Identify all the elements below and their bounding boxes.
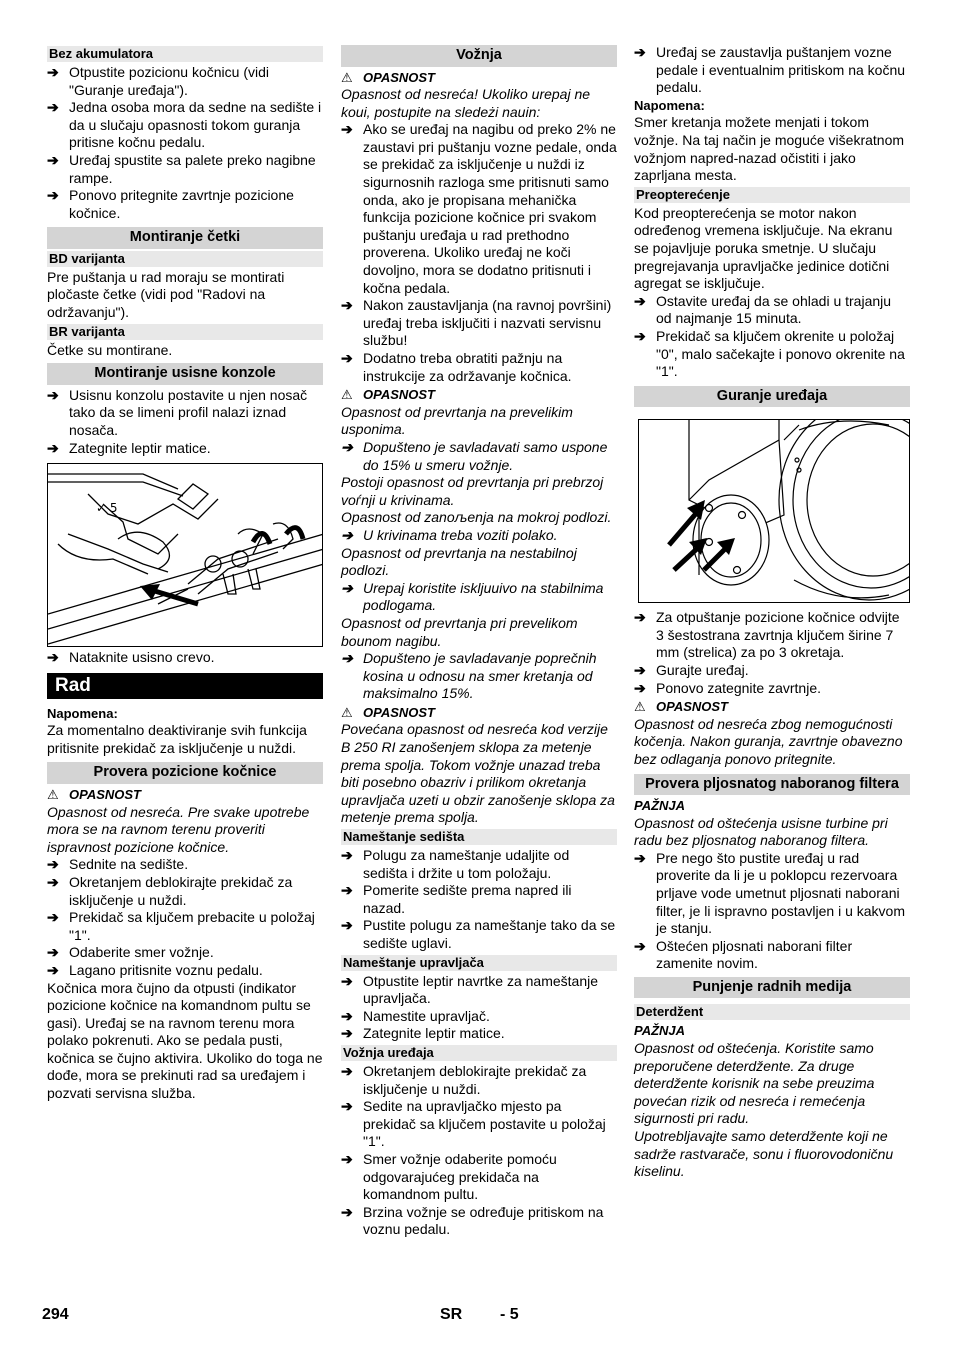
preopterecenje-text: Kod preopterećenja se motor nakon određenog vremena isključuje. Na ekranu se pojavljuje poruka smetnje. U slučaju pregrejavanja upravljačke jedinice dotični agregat se isključuje.: [634, 204, 893, 292]
list-item: ➔ Dodatno treba obratiti pažnju na instrukcije za održavanje kočnica.: [341, 350, 617, 385]
list-item: ➔ Brzina vožnje se određuje pritiskom na voznu pedalu.: [341, 1204, 617, 1239]
list-item: ➔ Usisnu konzolu postavite u njen nosač tako da se limeni profil nalazi iznad nosača.: [47, 387, 323, 440]
warning-text: Postoji opasnost od prevrtanja pri prebrzoj voѓnji u krivinama.: [341, 474, 604, 508]
warning-text: Opasnost od prevrtanja na nestabilnoj podlozi.: [341, 544, 577, 579]
tipping-warnings: [341, 404, 617, 703]
warning-text: Povećana opasnost od nesreća kod verzije B 250 RI zanošenjem sklopa za metenje prema spolja. Tokom vožnje unazad treba biti posebno obazriv i prilikom okretanja upravljača uzeti u obzir zanošenje sklopa za metenje prema spolja.: [341, 721, 615, 826]
figure-suction-mount: [47, 463, 323, 647]
provera-text: Kočnica mora čujno da otpusti (indikator pozicione kočnice na komandnom pultu se gasi). Uređaj se na ravnom terenu mora polako pokrenuti. Ako se pedala pusti, kočnica se čujno aktivira. Ukoliko do toga ne dođe, mora se prekinuti rad sa uređajem i pozvati servisna služba.: [47, 979, 323, 1102]
warning-text: Opasnost od prevrtanja pri prevelikom bounom nagibu.: [341, 614, 578, 649]
section-provera-kocnice: Provera pozicione kočnice: [47, 762, 323, 784]
warning-list: [341, 439, 617, 474]
napomena-heading: Napomena:: [634, 97, 705, 113]
section-guranje: Guranje uređaja: [634, 386, 910, 408]
list-item: ➔ Prekidač sa ključem prebacite u položaj "1".: [47, 909, 323, 944]
warning-text: Opasnost od nesreća zbog nemogućnosti kočenja. Nakon guranja, zavrtnje obavezno bez odlaganja ponovo pritegnite.: [634, 715, 903, 767]
list-item: ➔ Pomerite sedište prema napred ili nazad.: [341, 882, 617, 917]
list-item: ➔ Pustite polugu za nameštanje tako da se sedište uglavi.: [341, 917, 617, 952]
list-item: ➔ Nakon zaustavljanja (na ravnoj površini) uređaj treba isključiti i nazvati servisnu službu!: [341, 297, 617, 350]
list-item: ➔ Sednite na sedište.: [47, 856, 323, 874]
list-item: ➔ Dopušteno je savladavanje poprečnih kosina u odnosu na smer kretanja od maksimalno 15%.: [341, 650, 617, 703]
warning-text: Opasnost od nesreća. Pre svake upotrebe mora se na ravnom terenu proveriti ispravnost pozicione kočnice.: [47, 803, 310, 855]
after-figure-list: [47, 649, 323, 667]
subsection-voznja-uredjaja: Vožnja uređaja: [341, 1045, 617, 1061]
section-punjenje: Punjenje radnih medija: [634, 977, 910, 999]
br-text: Četke su montirane.: [47, 341, 173, 358]
list-item: ➔ Sedite na upravljačko mjesto pa prekidač sa ključem postavite u položaj "1".: [341, 1098, 617, 1151]
warning-label: ⚠ OPASNOST: [341, 69, 435, 85]
preopterecenje-list: [634, 293, 910, 381]
warning-triangle-icon: ⚠: [341, 69, 353, 85]
list-item: ➔ Oštećen pljosnati naborani filter zamenite novim.: [634, 938, 910, 973]
warning-label: ⚠ OPASNOST: [341, 387, 435, 403]
subsection-bez-akumulatora: Bez akumulatora: [47, 46, 323, 62]
subsection-bd: BD varijanta: [47, 251, 323, 267]
warning-text: Opasnost od zanoљenja na mokroj podlozi.: [341, 509, 612, 526]
brake-bolts-illustration: [639, 420, 909, 602]
upravljac-list: [341, 973, 617, 1043]
warning-triangle-icon: ⚠: [634, 699, 646, 715]
top-list: [634, 44, 910, 97]
section-filter: Provera pljosnatog naboranog filtera: [634, 774, 910, 796]
sediste-list: [341, 847, 617, 953]
bd-text: Pre puštanja u rad moraju se montirati pločaste četke (vidi pod "Radovi na održavanju").: [47, 268, 285, 321]
warning-text: Opasnost od nesreća! Ukoliko urepaj ne koui, postupite na sledeżi nauin:: [341, 86, 591, 120]
warning-label: ⚠ OPASNOST: [634, 699, 728, 715]
warning-label: ⚠ OPASNOST: [341, 704, 435, 720]
section-montiranje-cetki: Montiranje četki: [47, 227, 323, 249]
list-item: ➔ Namestite upravljač.: [341, 1008, 617, 1026]
napomena-text: Za momentalno deaktiviranje svih funkcija pritisnite prekidač za isključenje u nuždi.: [47, 722, 307, 756]
warning-list: [341, 580, 617, 615]
language-code: SR: [440, 1306, 463, 1323]
section-voznja: Vožnja: [341, 45, 617, 67]
warning-text: Opasnost od prevrtanja na prevelikim usponima.: [341, 403, 573, 438]
column-middle: [341, 44, 617, 1239]
list-item: ➔ Jedna osoba mora da sedne na sedište i da u slučaju opasnosti tokom guranja pritisne kočnu pedalu.: [47, 99, 323, 152]
list-item: ➔ Otpustite leptir navrtke za nameštanje upravljača.: [341, 973, 617, 1008]
section-usisne-konzole: Montiranje usisne konzole: [47, 363, 323, 385]
list-item: ➔ Ostavite uređaj da se ohladi u trajanju od najmanje 15 minuta.: [634, 293, 910, 328]
svg-text:✓ 5: ✓ 5: [96, 501, 118, 516]
caution-text: Opasnost od oštećenja usisne turbine pri radu bez pljosnatog naboranog filtera.: [634, 814, 888, 849]
guranje-list: [634, 609, 910, 697]
section-number: - 5: [500, 1306, 519, 1323]
caution-label: PAŽNJA: [634, 798, 686, 814]
warning-triangle-icon: ⚠: [47, 786, 59, 802]
list-item: ➔ Polugu za nameštanje udaljite od sedišta i držite u tom položaju.: [341, 847, 617, 882]
voznja-uredjaja-list: [341, 1063, 617, 1239]
warning-list: [341, 650, 617, 703]
chapter-rad: Rad: [47, 673, 323, 699]
list-item: ➔ Okretanjem deblokirajte prekidač za isključenje u nuždi.: [47, 874, 323, 909]
list-item: ➔ Za otpuštanje pozicione kočnice odvijte 3 šestostrana zavrtnja ključem širine 7 mm (strelica) za po 3 okretaja.: [634, 609, 910, 662]
subsection-preopterecenje: Preopterećenje: [634, 187, 910, 203]
filter-list: [634, 850, 910, 973]
suction-mount-illustration: [48, 464, 323, 646]
list-item: ➔ Zategnite leptir matice.: [341, 1025, 617, 1043]
list-item: ➔ Lagano pritisnite voznu pedalu.: [47, 962, 323, 980]
list-item: ➔ Ponovo pritegnite zavrtnje pozicione kočnice.: [47, 187, 323, 222]
list-item: ➔ Zategnite leptir matice.: [47, 440, 323, 458]
warning-triangle-icon: ⚠: [341, 704, 353, 720]
subsection-upravljac: Nameštanje upravljača: [341, 955, 617, 971]
list-item: ➔ Odaberite smer vožnje.: [47, 944, 323, 962]
napomena-text: Smer kretanja možete menjati i tokom vožnje. Na taj način je moguće višekratnom vožnjom napred-nazad očistiti i jako zaprljana mesta.: [634, 114, 905, 184]
list-item: ➔ Prekidač sa ključem okrenite u položaj "0", malo sačekajte i ponovo okrenite na "1".: [634, 328, 910, 381]
warning-list: [341, 527, 617, 545]
warning-triangle-icon: ⚠: [341, 387, 353, 403]
list-item: ➔ U krivinama treba voziti polako.: [341, 527, 617, 545]
list-item: ➔ Gurajte uređaj.: [634, 662, 910, 680]
subsection-br: BR varijanta: [47, 324, 323, 340]
list-item: ➔ Nataknite usisno crevo.: [47, 649, 323, 667]
deterdzent-text: Upotrebljavajte samo deterdžente koji ne sadrže rastvarače, sonu i fluorovodoničnu kiselinu.: [634, 1128, 894, 1180]
figure-brake-bolts: [638, 419, 910, 603]
warning-list: [341, 121, 617, 385]
list-item: ➔ Okretanjem deblokirajte prekidač za isključenje u nuždi.: [341, 1063, 617, 1098]
list-item: ➔ Smer vožnje odaberite pomoću odgovarajućeg prekidača na komandnom pultu.: [341, 1151, 617, 1204]
list-item: ➔ Pre nego što pustite uređaj u rad proverite da li je u poklopcu rezervoara prljave vode umetnut pljosnati naborani filter, je li ispravno postavljen i u kakvom je stanju.: [634, 850, 910, 938]
warning-label: ⚠ OPASNOST: [47, 786, 141, 802]
napomena-heading: Napomena:: [47, 705, 118, 721]
bez-list: [47, 64, 323, 222]
provera-list: [47, 856, 323, 979]
caution-text: Opasnost od oštećenja. Koristite samo preporučene deterdžente. Za druge deterdžente korisnik na sebe preuzima povećan rizik od nesreća i remećenja sigurnosti pri radu.: [634, 1040, 875, 1127]
column-left: [47, 44, 323, 1103]
list-item: ➔ Ponovo zategnite zavrtnje.: [634, 680, 910, 698]
list-item: ➔ Otpustite pozicionu kočnicu (vidi "Guranje uređaja").: [47, 64, 323, 99]
caution-label: PAŽNJA: [634, 1023, 686, 1039]
list-item: ➔ Uređaj spustite sa palete preko nagibne rampe.: [47, 152, 323, 187]
list-item: ➔ Ako se uređaj na nagibu od preko 2% ne zaustavi pri puštanju vozne pedale, onda se prekidač za isključenje u nuždi iz sigurnosnih razloga sme pritisnuti samo onda, ako je propisana mehanička funkcija pozicione kočnice pri svakom puštanju uređaja u rad prethodno proverena. Ukoliko uređaj ne koči dovoljno, mora se dodatno pritisnuti i kočna pedala.: [341, 121, 617, 297]
usisne-list: [47, 387, 323, 457]
column-right: [634, 44, 910, 1181]
list-item: ➔ Dopušteno je savladavati samo uspone do 15% u smeru vožnje.: [341, 439, 617, 474]
list-item: ➔ Urepaj koristite iskljuuivo na stabilnima podlogama.: [341, 580, 617, 615]
page-number: 294: [42, 1306, 69, 1323]
subsection-sediste: Nameštanje sedišta: [341, 829, 617, 845]
subsection-deterdzent: Deterdžent: [634, 1004, 910, 1020]
list-item: ➔ Uređaj se zaustavlja puštanjem vozne pedale i eventualnim pritiskom na kočnu pedalu.: [634, 44, 910, 97]
